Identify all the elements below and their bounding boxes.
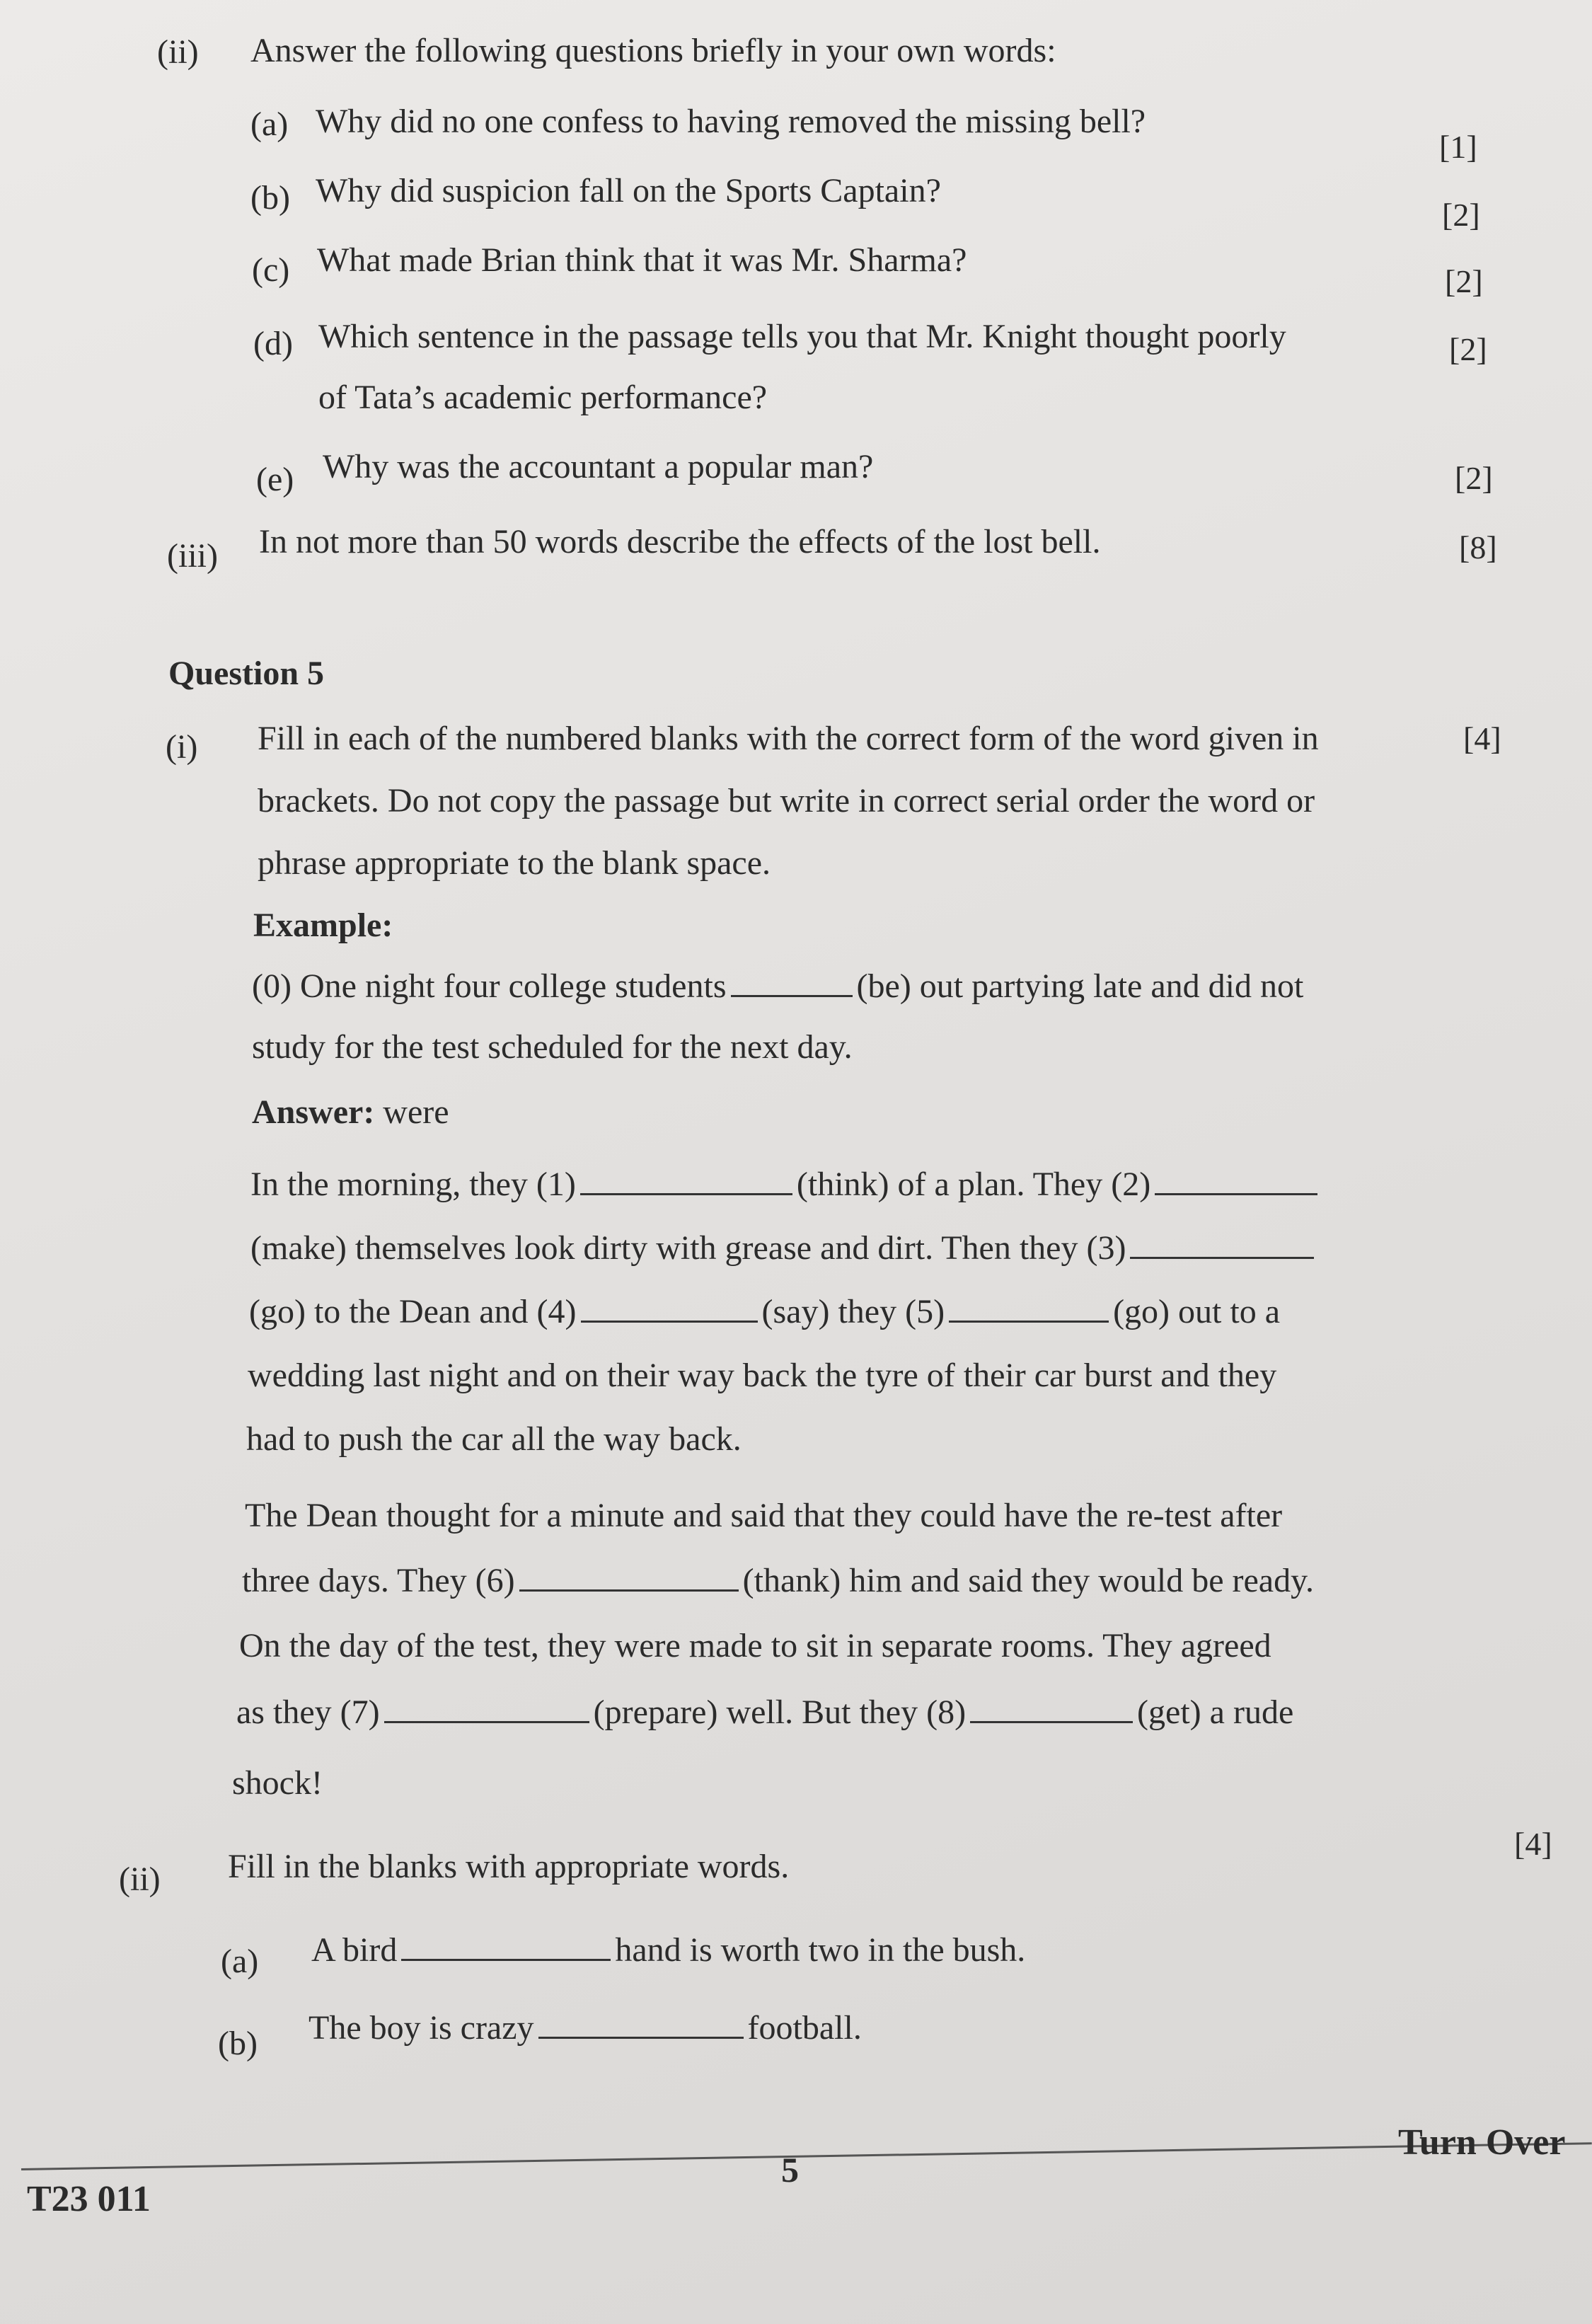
blank-1	[580, 1192, 792, 1195]
q4-ii-e-mark: [2]	[1455, 460, 1493, 496]
q5-ii-b-label: (b)	[218, 2025, 258, 2062]
q4-ii-d-question-cont: of Tata’s academic performance?	[318, 379, 768, 416]
passage-text: (think) of a plan. They (2)	[796, 1166, 1151, 1203]
passage-text: (prepare) well. But they (8)	[593, 1693, 967, 1731]
q4-ii-c-question: What made Brian think that it was Mr. Sharma?	[317, 241, 967, 279]
page-number: 5	[781, 2150, 799, 2190]
passage-1-line-2	[250, 1229, 1318, 1268]
q4-ii-b-mark: [2]	[1442, 197, 1480, 233]
passage-1-line-1	[250, 1165, 1322, 1204]
q5-ii-instruction: Fill in the blanks with appropriate words.	[228, 1848, 790, 1885]
q4-ii-e-label: (e)	[256, 461, 294, 498]
paper-code: T23 011	[27, 2179, 151, 2219]
q4-ii-d-label: (d)	[253, 325, 293, 362]
turn-over: Turn Over	[1398, 2122, 1566, 2163]
q5-i-instruction-line-1: Fill in each of the numbered blanks with the correct form of the word given in	[258, 720, 1319, 757]
passage-1-line-5: had to push the car all the way back.	[246, 1420, 742, 1458]
blank-2	[1155, 1192, 1317, 1195]
q5-ii-a-label: (a)	[221, 1943, 259, 1980]
blank-3	[1130, 1256, 1314, 1259]
example-part-a: (0) One night four college students	[252, 967, 727, 1005]
blank-ii-b	[538, 2036, 744, 2039]
q5-i-instruction-line-2: brackets. Do not copy the passage but write in correct serial order the word or	[258, 782, 1315, 819]
sentence-text: The boy is crazy	[308, 2009, 534, 2047]
q4-ii-c-label: (c)	[252, 251, 290, 289]
passage-text: (go) to the Dean and (4)	[249, 1293, 577, 1330]
passage-text: (go) out to a	[1113, 1293, 1281, 1330]
q5-i-instruction-line-3: phrase appropriate to the blank space.	[258, 844, 771, 882]
passage-text: (get) a rude	[1137, 1693, 1294, 1731]
q5-ii-a-sentence	[311, 1931, 1025, 1970]
q4-iii-number: (iii)	[167, 537, 218, 575]
passage-2-line-3: On the day of the test, they were made to sit in separate rooms. They agreed	[239, 1627, 1271, 1664]
passage-text: as they (7)	[236, 1693, 380, 1731]
q4-ii-a-label: (a)	[250, 105, 289, 143]
passage-text: (make) themselves look dirty with grease and dirt. Then they (3)	[250, 1229, 1126, 1267]
passage-2-line-5: shock!	[232, 1764, 323, 1802]
example-sentence	[252, 967, 1303, 1006]
q5-ii-b-sentence	[308, 2008, 862, 2048]
q4-ii-instruction: Answer the following questions briefly in your own words:	[250, 32, 1056, 69]
sentence-text: football.	[747, 2009, 862, 2047]
answer-label: Answer:	[252, 1093, 375, 1131]
passage-text: (say) they (5)	[761, 1293, 945, 1330]
answer-value: were	[383, 1093, 449, 1131]
q5-ii-mark: [4]	[1514, 1826, 1552, 1862]
passage-2-line-2	[242, 1561, 1314, 1601]
footer-rule	[21, 2142, 1592, 2170]
q4-ii-a-mark: [1]	[1439, 129, 1477, 165]
question-5-heading: Question 5	[168, 655, 325, 692]
q4-ii-a-question: Why did no one confess to having removed the missing bell?	[316, 103, 1146, 140]
q4-iii-mark: [8]	[1459, 529, 1497, 565]
passage-text: In the morning, they (1)	[250, 1166, 576, 1203]
example-blank	[731, 994, 853, 997]
blank-5	[949, 1320, 1109, 1323]
q4-ii-d-question: Which sentence in the passage tells you that Mr. Knight thought poorly	[318, 318, 1286, 355]
q5-i-mark: [4]	[1463, 720, 1501, 757]
q4-ii-number: (ii)	[157, 33, 199, 71]
q4-ii-b-label: (b)	[250, 179, 290, 217]
blank-ii-a	[401, 1958, 611, 1961]
passage-text: three days. They (6)	[242, 1562, 515, 1599]
example-part-b: (be) out partying late and did not	[856, 967, 1304, 1005]
q4-ii-d-mark: [2]	[1449, 331, 1487, 367]
sentence-text: hand is worth two in the bush.	[615, 1931, 1026, 1969]
passage-1-line-3	[249, 1292, 1280, 1332]
blank-8	[970, 1720, 1133, 1723]
sentence-text: A bird	[311, 1931, 398, 1969]
example-answer	[252, 1093, 449, 1132]
q4-ii-e-question: Why was the accountant a popular man?	[323, 448, 874, 485]
blank-4	[581, 1320, 758, 1323]
example-label: Example:	[253, 907, 393, 944]
q4-ii-b-question: Why did suspicion fall on the Sports Captain?	[316, 172, 941, 209]
passage-2-line-1: The Dean thought for a minute and said that they could have the re-test after	[245, 1497, 1283, 1534]
blank-6	[519, 1589, 739, 1592]
passage-1-line-4: wedding last night and on their way back the tyre of their car burst and they	[248, 1357, 1277, 1394]
passage-text: (thank) him and said they would be ready.	[742, 1562, 1314, 1599]
q5-ii-number: (ii)	[119, 1860, 161, 1898]
blank-7	[384, 1720, 589, 1723]
example-sentence-cont: study for the test scheduled for the next day.	[252, 1028, 853, 1066]
q4-ii-c-mark: [2]	[1445, 263, 1483, 299]
q5-i-number: (i)	[166, 728, 198, 766]
passage-2-line-4	[236, 1693, 1293, 1732]
q4-iii-question: In not more than 50 words describe the effects of the lost bell.	[259, 523, 1101, 560]
